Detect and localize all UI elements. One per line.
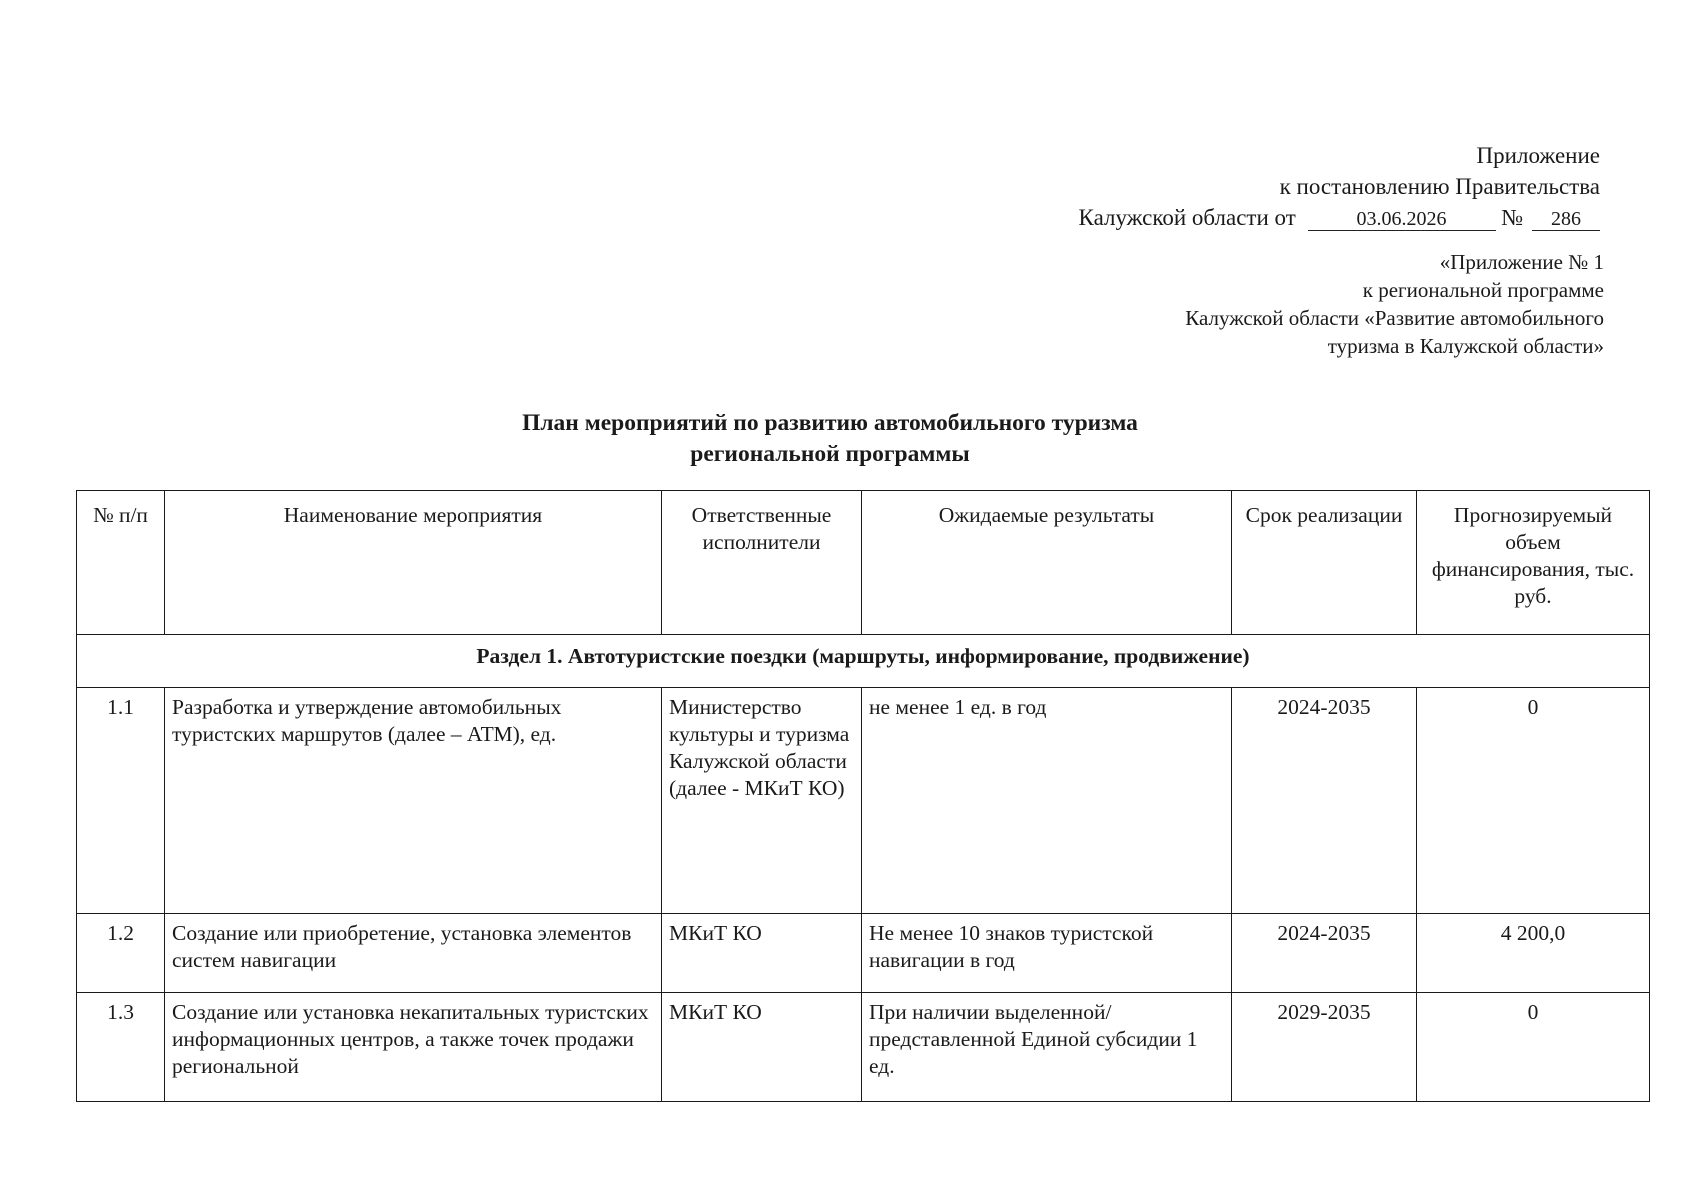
- implementation-period: 2024-2035: [1232, 914, 1417, 993]
- implementation-period: 2029-2035: [1232, 993, 1417, 1102]
- column-header-executors: Ответственные исполнители: [662, 491, 862, 635]
- expected-result: Не менее 10 знаков туристской навигации в год: [862, 914, 1232, 993]
- expected-result: При наличии выделенной/представленной Единой субсидии 1 ед.: [862, 993, 1232, 1102]
- table-header-row: [77, 491, 1650, 635]
- decree-reference: к постановлению Правительства: [1279, 174, 1600, 199]
- annex-program-name-1: Калужской области «Развитие автомобильного: [1185, 306, 1604, 330]
- annex-program-name-2: туризма в Калужской области»: [1327, 334, 1604, 358]
- row-number: 1.1: [77, 688, 165, 914]
- activities-plan-table: [76, 490, 1650, 1102]
- row-number: 1.2: [77, 914, 165, 993]
- title-line-2: региональной программы: [690, 441, 970, 467]
- executor: Министерство культуры и туризма Калужской области (далее - МКиТ КО): [662, 688, 862, 914]
- column-header-funding: Прогнозируемый объем финансирования, тыс. руб.: [1417, 491, 1650, 635]
- expected-result: не менее 1 ед. в год: [862, 688, 1232, 914]
- annex-label: «Приложение № 1: [1439, 250, 1604, 274]
- decree-issuer: Калужской области от: [1078, 205, 1296, 230]
- decree-number: 286: [1532, 208, 1600, 231]
- column-header-period: Срок реализации: [1232, 491, 1417, 635]
- annex-program-ref: к региональной программе: [1362, 278, 1604, 302]
- document-title: [380, 408, 1280, 470]
- number-sign: №: [1501, 205, 1524, 230]
- activity-name: Создание или установка некапитальных туристских информационных центров, а также точек продажи региональной: [165, 993, 662, 1102]
- section-row: [77, 635, 1650, 688]
- activity-name: Разработка и утверждение автомобильных туристских маршрутов (далее – АТМ), ед.: [165, 688, 662, 914]
- section-title: Раздел 1. Автотуристские поездки (маршруты, информирование, продвижение): [77, 635, 1650, 688]
- row-number: 1.3: [77, 993, 165, 1102]
- column-header-results: Ожидаемые результаты: [862, 491, 1232, 635]
- attachment-label: Приложение: [1476, 143, 1600, 168]
- executor: МКиТ КО: [662, 914, 862, 993]
- title-line-1: План мероприятий по развитию автомобильного туризма: [522, 410, 1138, 436]
- decree-date-number-line: [1079, 202, 1600, 233]
- program-annex-header: [1185, 248, 1604, 360]
- decree-attachment-header: [1079, 140, 1600, 233]
- table-row: [77, 914, 1650, 993]
- implementation-period: 2024-2035: [1232, 688, 1417, 914]
- column-header-number: № п/п: [77, 491, 165, 635]
- table-row: [77, 993, 1650, 1102]
- activity-name: Создание или приобретение, установка элементов систем навигации: [165, 914, 662, 993]
- column-header-activity: Наименование мероприятия: [165, 491, 662, 635]
- table-row: [77, 688, 1650, 914]
- executor: МКиТ КО: [662, 993, 862, 1102]
- decree-date: 03.06.2026: [1308, 208, 1496, 231]
- funding-amount: 0: [1417, 688, 1650, 914]
- funding-amount: 4 200,0: [1417, 914, 1650, 993]
- funding-amount: 0: [1417, 993, 1650, 1102]
